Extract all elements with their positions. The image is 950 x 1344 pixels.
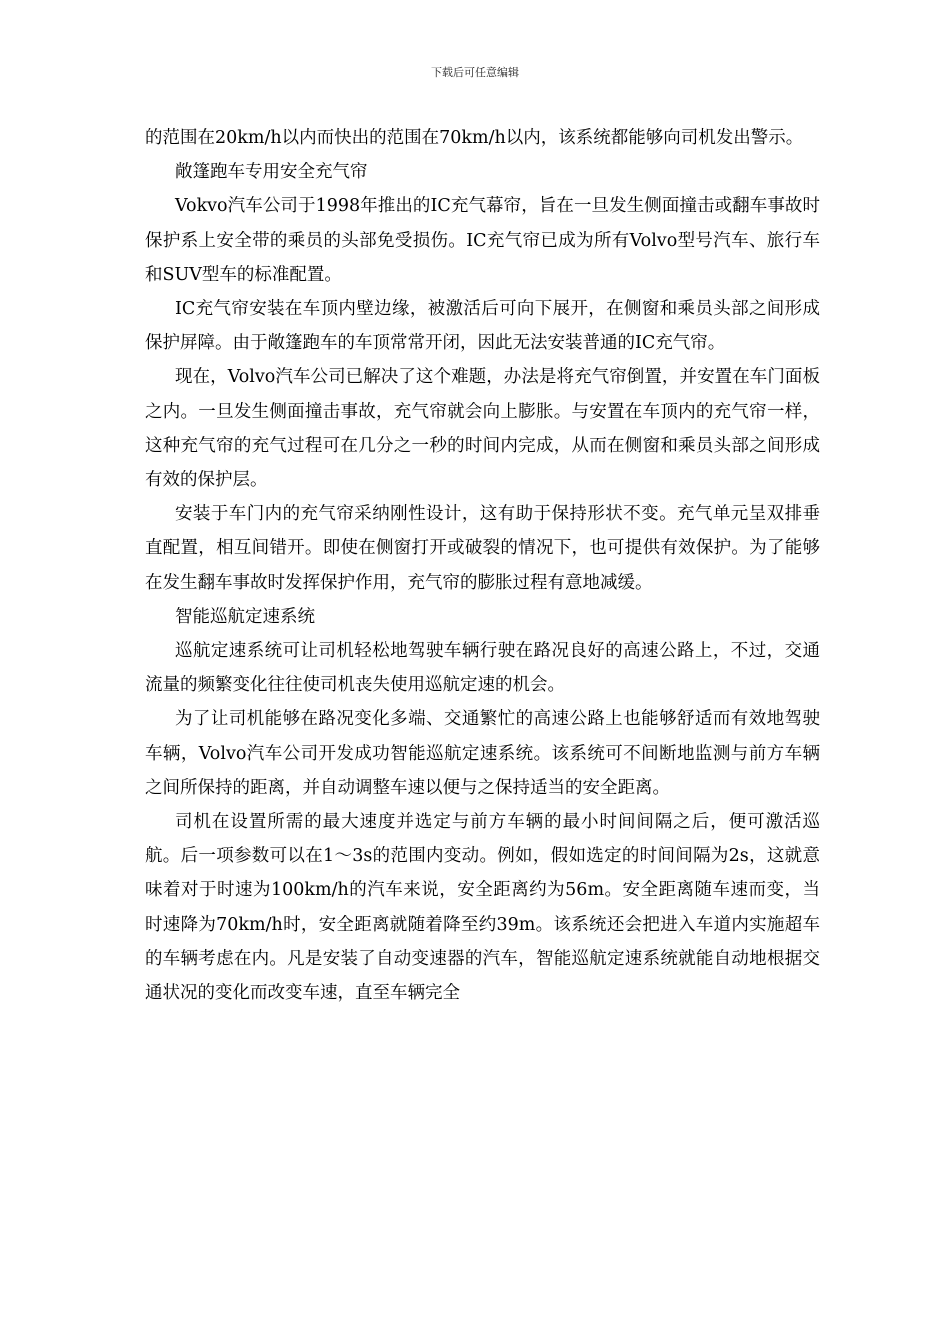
- section-heading-cruise-control: 智能巡航定速系统: [175, 606, 315, 627]
- paragraph-continuation: 的范围在20km/h以内而快出的范围在70km/h以内，该系统都能够向司机发出警示。: [145, 128, 804, 148]
- paragraph: 为了让司机能够在路况变化多端、交通繁忙的高速公路上也能够舒适而有效地驾驶车辆，Volvo汽车公司开发成功智能巡航定速系统。该系统可不间断地监测与前方车辆之间所保持的距离，并自动调整车速以便与之保持适当的安全距离。: [145, 709, 820, 798]
- paragraph: 现在，Volvo汽车公司已解决了这个难题，办法是将充气帘倒置，并安置在车门面板之内。一旦发生侧面撞击事故，充气帘就会向上膨胀。与安置在车顶内的充气帘一样，这种充气帘的充气过程可在几分之一秒的时间内完成，从而在侧窗和乘员头部之间形成有效的保护层。: [145, 367, 820, 491]
- page-header: 下载后可任意编辑: [431, 66, 519, 79]
- section-heading-airbag: 敞篷跑车专用安全充气帘: [175, 162, 368, 183]
- paragraph: IC充气帘安装在车顶内壁边缘，被激活后可向下展开，在侧窗和乘员头部之间形成保护屏障。由于敞篷跑车的车顶常常开闭，因此无法安装普通的IC充气帘。: [145, 299, 820, 354]
- paragraph: 司机在设置所需的最大速度并选定与前方车辆的最小时间间隔之后，便可激活巡航。后一项参数可以在1～3s的范围内变动。例如，假如选定的时间间隔为2s，这就意味着对于时速为100km/h的汽车来说，安全距离约为56m。安全距离随车速而变，当时速降为70km/h时，安全距离就随着降至约39m。该系统还会把进入车道内实施超车的车辆考虑在内。凡是安装了自动变速器的汽车，智能巡航定速系统就能自动地根据交通状况的变化而改变车速，直至车辆完全: [145, 812, 820, 1004]
- document-body: [145, 121, 820, 1010]
- paragraph: 安装于车门内的充气帘采纳刚性设计，这有助于保持形状不变。充气单元呈双排垂直配置，相互间错开。即使在侧窗打开或破裂的情况下，也可提供有效保护。为了能够在发生翻车事故时发挥保护作用，充气帘的膨胀过程有意地减缓。: [145, 504, 820, 593]
- paragraph: 巡航定速系统可让司机轻松地驾驶车辆行驶在路况良好的高速公路上，不过，交通流量的频繁变化往往使司机丧失使用巡航定速的机会。: [145, 641, 820, 696]
- paragraph: Vokvo汽车公司于1998年推出的IC充气幕帘，旨在一旦发生侧面撞击或翻车事故时保护系上安全带的乘员的头部免受损伤。IC充气帘已成为所有Volvo型号汽车、旅行车和SUV型车的标准配置。: [145, 196, 820, 285]
